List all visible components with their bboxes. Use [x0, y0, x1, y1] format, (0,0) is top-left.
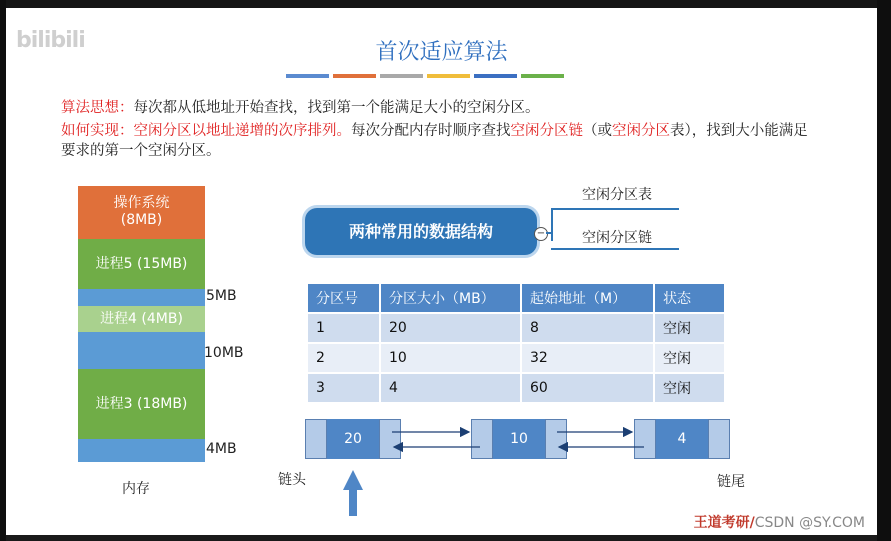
memory-free-4mb [78, 439, 205, 462]
bracket-bottom [551, 248, 679, 250]
cell-size: 10 [380, 343, 521, 373]
color-strip-5 [474, 74, 517, 78]
option-free-partition-table: 空闲分区表 [582, 187, 652, 203]
cell-start: 8 [521, 313, 654, 343]
chain-tail-label: 链尾 [717, 474, 745, 490]
node-size: 4 [656, 419, 708, 459]
implementation [61, 121, 821, 161]
cell-size: 4 [380, 373, 521, 402]
impl-label: 如何实现： [61, 123, 134, 139]
impl-part1: 空闲分区以地址递增的次序排列。 [133, 123, 351, 139]
head-pointer-arrow [343, 470, 363, 516]
header-start-address: 起始地址（M） [521, 284, 654, 313]
table-row [308, 373, 725, 402]
cell-no: 2 [308, 343, 380, 373]
node-next-pointer [545, 419, 567, 459]
impl-part4: （或 [583, 123, 612, 139]
impl-part5: 空闲分区 [612, 123, 670, 139]
data-structures-box: 两种常用的数据结构 [305, 208, 537, 255]
memory-process5 [78, 239, 205, 289]
header-partition-no: 分区号 [308, 284, 380, 313]
bracket-top [551, 208, 679, 210]
color-strip-2 [333, 74, 376, 78]
option-free-partition-chain: 空闲分区链 [582, 230, 652, 246]
idea-text: 每次都从低地址开始查找，找到第一个能满足大小的空闲分区。 [133, 100, 540, 116]
node-prev-pointer [305, 419, 327, 459]
brand-text: 王道考研/ [693, 515, 755, 531]
frame-top-border [0, 0, 891, 8]
slide [6, 8, 877, 535]
table-row [308, 343, 725, 373]
process4-label: 进程4 (4MB) [100, 311, 183, 327]
collapse-icon[interactable]: − [534, 227, 548, 241]
cell-start: 60 [521, 373, 654, 402]
node-next-pointer [379, 419, 401, 459]
process5-label: 进程5 (15MB) [95, 256, 188, 272]
color-strip-6 [521, 74, 564, 78]
idea-label: 算法思想： [61, 100, 134, 116]
node-prev-pointer [471, 419, 493, 459]
slide-title: 首次适应算法 [375, 40, 508, 65]
header-partition-size: 分区大小（MB） [380, 284, 521, 313]
footer-brand [694, 512, 865, 532]
cell-status: 空闲 [654, 313, 725, 343]
table-row [308, 313, 725, 343]
impl-part2: 每次分配内存时顺序查找 [351, 123, 511, 139]
chain-node-1 [305, 419, 401, 459]
impl-part6: 表），找到大小能满足要求的第一个空闲分区。 [61, 123, 808, 159]
memory-os [78, 186, 205, 239]
os-label-line2: (8MB) [120, 212, 163, 228]
node-size: 10 [493, 419, 545, 459]
cell-status: 空闲 [654, 343, 725, 373]
header-status: 状态 [654, 284, 725, 313]
cell-status: 空闲 [654, 373, 725, 402]
memory-process3 [78, 369, 205, 439]
cell-start: 32 [521, 343, 654, 373]
memory-caption: 内存 [122, 481, 150, 497]
cell-size: 20 [380, 313, 521, 343]
color-strip-3 [380, 74, 423, 78]
free-size-5mb: 5MB [206, 288, 237, 304]
color-strip-4 [427, 74, 470, 78]
node-next-pointer [708, 419, 730, 459]
partition-table [308, 284, 726, 402]
node-size: 20 [327, 419, 379, 459]
bracket-vertical [551, 209, 553, 241]
color-strip-1 [286, 74, 329, 78]
free-size-10mb: 10MB [204, 345, 244, 361]
watermark-text: CSDN @SY.COM [754, 515, 865, 531]
memory-free-5mb [78, 289, 205, 306]
memory-free-10mb [78, 332, 205, 369]
chain-node-2 [471, 419, 567, 459]
frame-right-border [877, 0, 891, 541]
bilibili-logo: bilibili [16, 28, 85, 53]
cell-no: 3 [308, 373, 380, 402]
node-prev-pointer [634, 419, 656, 459]
memory-process4 [78, 306, 205, 332]
os-label-line1: 操作系统 [113, 195, 170, 211]
table-header-row [308, 284, 725, 313]
algorithm-idea [61, 98, 540, 118]
chain-node-3 [634, 419, 730, 459]
impl-part3: 空闲分区链 [510, 123, 583, 139]
free-size-4mb: 4MB [206, 441, 237, 457]
bracket-stub [546, 232, 552, 234]
cell-no: 1 [308, 313, 380, 343]
process3-label: 进程3 (18MB) [95, 396, 188, 412]
chain-head-label: 链头 [278, 472, 306, 488]
